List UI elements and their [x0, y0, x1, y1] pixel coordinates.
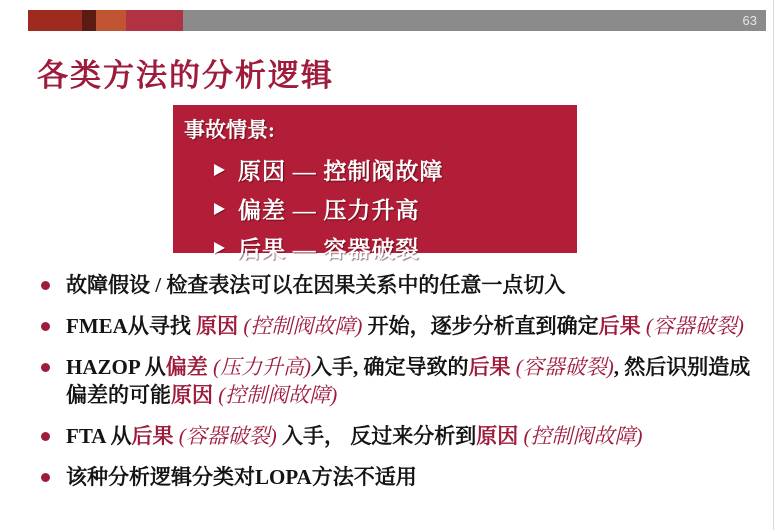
text-segment: 原因 — [476, 424, 524, 448]
text-segment: 后果 — [131, 424, 179, 448]
arrow-right-icon — [214, 203, 225, 215]
scenario-item-list — [184, 150, 567, 267]
scenario-item — [214, 150, 567, 189]
bullet-item — [40, 463, 752, 491]
text-segment: 入手， 反过来分析到 — [276, 424, 477, 448]
text-segment: (容器破裂) — [178, 424, 277, 448]
text-segment: HAZOP 从 — [66, 355, 166, 379]
text-segment: 故障假设 / 检查表法可以在因果关系中的任意一点切入 — [66, 273, 566, 297]
text-segment: FMEA从寻找 — [66, 314, 197, 338]
bullet-dot-icon — [41, 473, 50, 482]
bullet-dot-icon — [41, 322, 50, 331]
page-number: 63 — [742, 13, 757, 28]
text-segment: (容器破裂) — [515, 355, 614, 379]
scenario-item-label: 后果 — 容器破裂 — [238, 237, 420, 262]
text-segment: (压力升高) — [213, 355, 312, 379]
bullet-item — [40, 312, 752, 340]
bullet-item — [40, 353, 752, 409]
text-segment: 后果 — [598, 314, 641, 338]
text-segment: 偏差 — [165, 355, 214, 379]
text-segment: 入手, 确定导致的 — [311, 355, 469, 379]
text-segment: 原因 — [196, 314, 244, 338]
bullet-dot-icon — [41, 432, 50, 441]
bullet-item — [40, 271, 752, 299]
brick-red-block — [28, 10, 82, 31]
text-segment: 原因 — [171, 383, 219, 407]
text-segment: (容器破裂) — [640, 314, 744, 338]
arrow-right-icon — [214, 164, 225, 176]
dark-maroon-block — [82, 10, 96, 31]
crimson-block — [126, 10, 183, 31]
orange-red-block — [96, 10, 126, 31]
bullet-dot-icon — [41, 363, 50, 372]
text-segment: 后果 — [468, 355, 516, 379]
text-segment: (控制阀故障) — [218, 383, 338, 407]
scenario-item-label: 原因 — 控制阀故障 — [238, 159, 444, 184]
scenario-item — [214, 228, 567, 267]
bullet-text — [66, 353, 752, 409]
scenario-heading: 事故情景: — [184, 118, 275, 142]
bullet-dot-icon — [41, 281, 50, 290]
text-segment: , 然后识别造成偏差的可能 — [66, 355, 751, 407]
text-segment: (控制阀故障) — [243, 314, 363, 338]
scenario-item — [214, 189, 567, 228]
bullet-text — [66, 312, 744, 340]
bullet-text — [66, 463, 417, 491]
header-color-blocks — [28, 10, 183, 31]
text-segment: (控制阀故障) — [523, 424, 643, 448]
bullet-text — [66, 422, 643, 450]
scenario-item-label: 偏差 — 压力升高 — [238, 198, 420, 223]
bullet-item — [40, 422, 752, 450]
header-bar — [28, 10, 766, 31]
bullet-list — [40, 271, 752, 504]
text-segment: FTA 从 — [66, 424, 132, 448]
text-segment: 该种分析逻辑分类对LOPA方法不适用 — [66, 465, 417, 489]
scenario-box — [173, 105, 577, 262]
bullet-text — [66, 271, 565, 299]
header-gray-bar — [183, 10, 766, 31]
slide-title: 各类方法的分析逻辑 — [37, 58, 334, 93]
text-segment: 开始，逐步分析直到确定 — [362, 314, 599, 338]
arrow-right-icon — [214, 242, 225, 254]
